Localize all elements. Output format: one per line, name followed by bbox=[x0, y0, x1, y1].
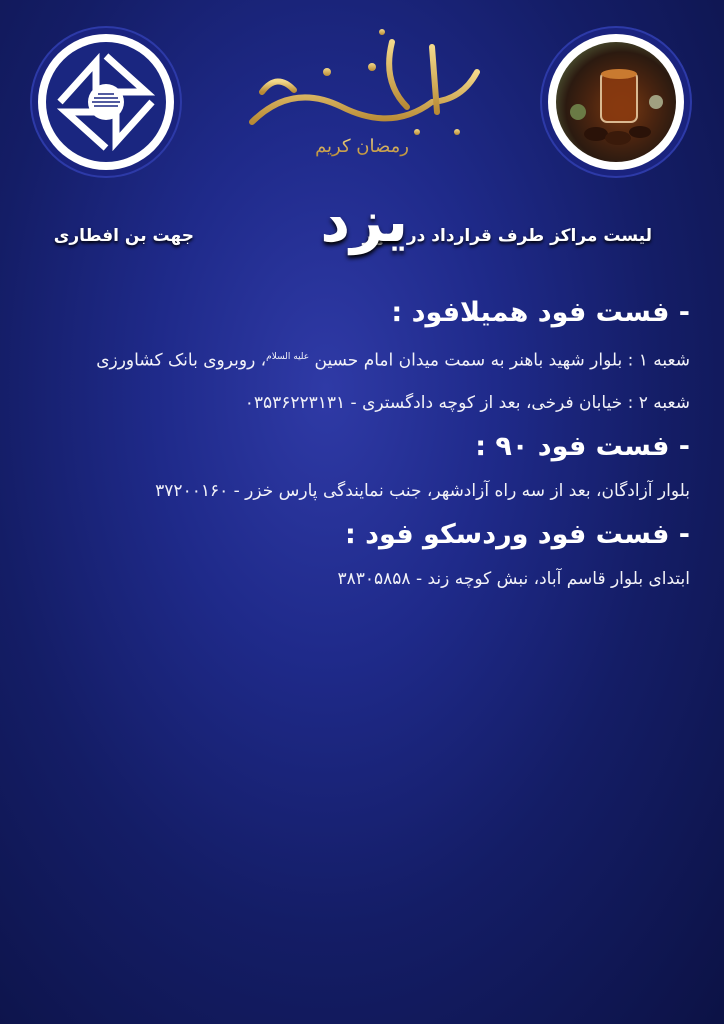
restaurant-list bbox=[40, 290, 690, 600]
branch-text: شعبه ۲ : خیابان فرخی، بعد از کوچه دادگستری - ۰۳۵۳۶۲۲۳۱۳۱ bbox=[244, 392, 690, 413]
section-title: - فست فود ۹۰ : bbox=[475, 430, 690, 462]
section-hamilafood bbox=[40, 290, 690, 424]
branch-text: ابتدای بلوار قاسم آباد، نبش کوچه زند - ۳۸۳۰۵۸۵۸ bbox=[337, 568, 690, 589]
branch-text: شعبه ۱ : بلوار شهید باهنر به سمت میدان امام حسین bbox=[314, 350, 690, 371]
ramadan-greeting-text: رمضان کریم bbox=[315, 136, 409, 157]
organization-logo bbox=[38, 34, 174, 170]
iftar-photo-frame bbox=[548, 34, 684, 170]
heading-city: یزد bbox=[320, 187, 408, 255]
section-title: - فست فود همیلافود : bbox=[391, 297, 690, 328]
heading-row bbox=[53, 186, 664, 270]
branch-line bbox=[40, 470, 690, 512]
honorific: علیه السلام bbox=[266, 352, 310, 362]
section-vardesko-food bbox=[40, 512, 690, 600]
branch-text: بلوار آزادگان، بعد از سه راه آزادشهر، جنب نمایندگی پارس خزر - ۳۷۲۰۰۱۶۰ bbox=[155, 480, 690, 501]
iftar-photo-graphic bbox=[556, 42, 676, 162]
section-fastfood-90 bbox=[40, 424, 690, 512]
branch-line bbox=[40, 382, 690, 424]
heading-suffix: جهت بن افطاری bbox=[53, 226, 194, 246]
heading-prefix: لیست مراکز طرف قرارداد در شهر bbox=[362, 226, 652, 246]
iftar-tea-dates-photo bbox=[556, 42, 676, 162]
branch-line bbox=[40, 558, 690, 600]
section-title: - فست فود وردسکو فود : bbox=[344, 518, 690, 550]
ramadan-calligraphy-logo bbox=[232, 12, 492, 162]
branch-text-tail: ، روبروی بانک کشاورزی bbox=[96, 350, 267, 371]
organization-emblem-icon bbox=[46, 42, 166, 162]
branch-line bbox=[40, 336, 690, 382]
emblem-graphic bbox=[46, 42, 166, 162]
